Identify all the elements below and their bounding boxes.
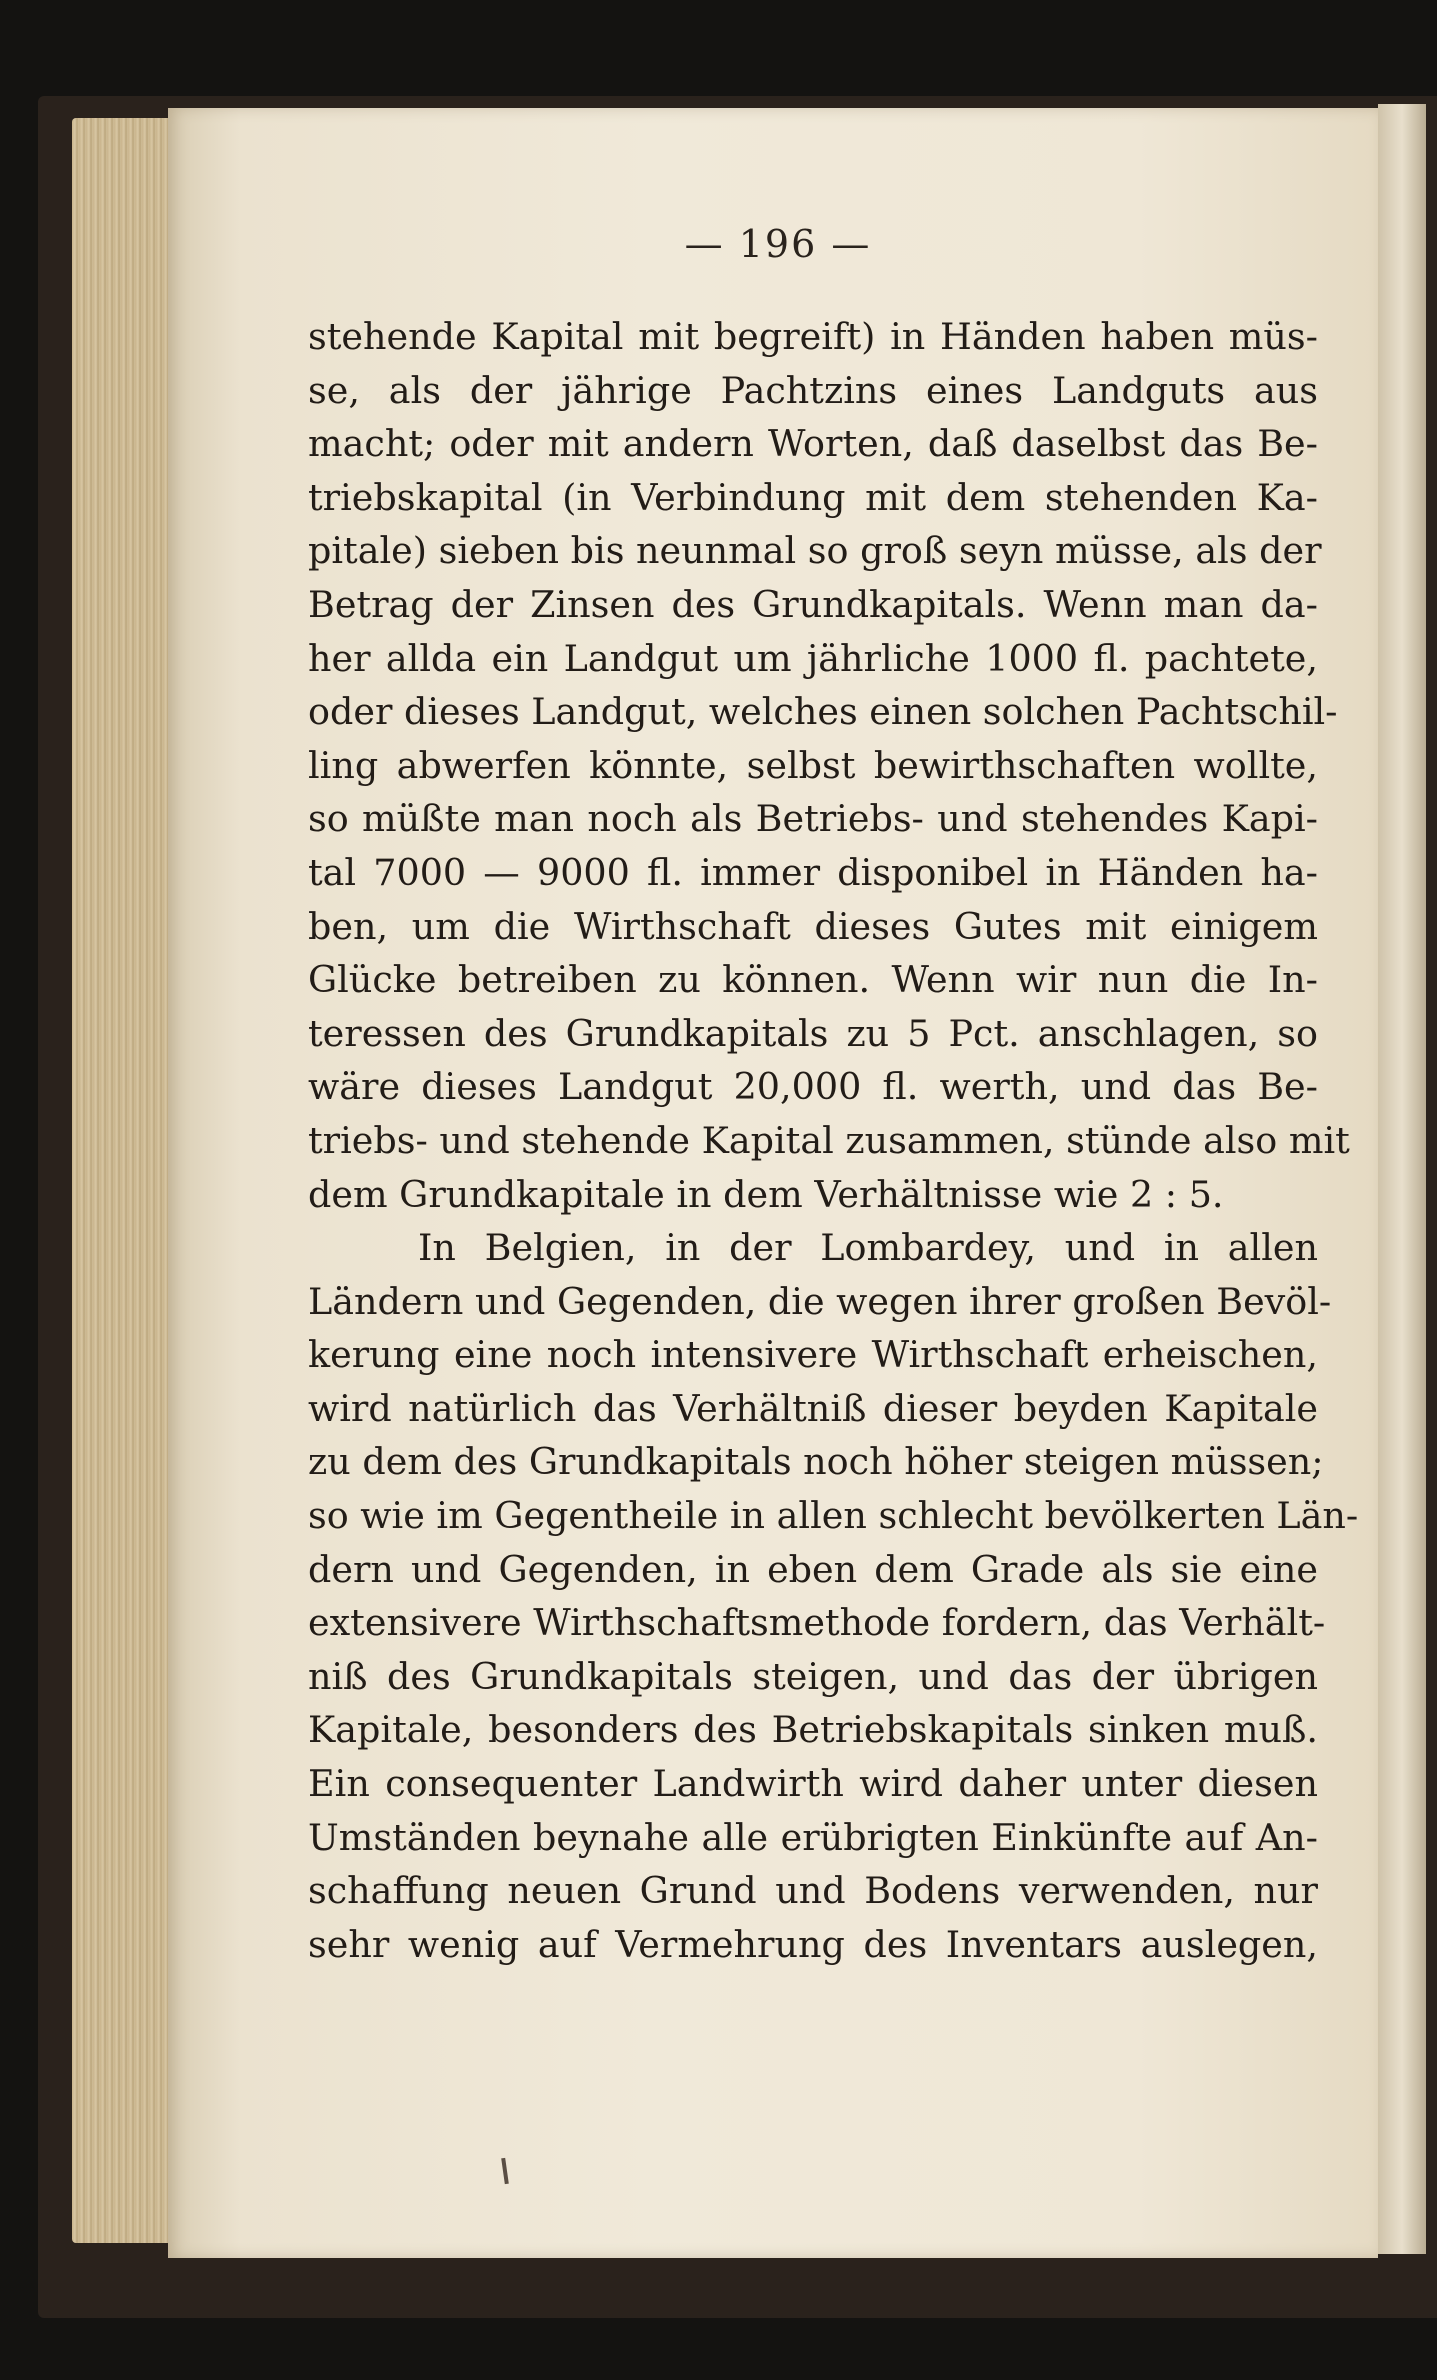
text-line: zu dem des Grundkapitals noch höher steigen müssen; xyxy=(308,1440,1324,1484)
text-line: so wie im Gegentheile in allen schlecht bevölkerten Län- xyxy=(308,1494,1359,1538)
text-line: Betrag der Zinsen des Grundkapitals. Wenn man da- xyxy=(308,582,1318,626)
text-line: dern und Gegenden, in eben dem Grade als sie eine xyxy=(308,1547,1318,1591)
text-line: her allda ein Landgut um jährliche 1000 fl. pachtete, xyxy=(308,636,1318,680)
text-line: Ein consequenter Landwirth wird daher unter diesen xyxy=(308,1762,1318,1806)
text-line: kerung eine noch intensivere Wirthschaft erheischen, xyxy=(308,1333,1318,1377)
text-line: wäre dieses Landgut 20,000 fl. werth, und das Be- xyxy=(308,1065,1318,1109)
text-line: dem Grundkapitale in dem Verhältnisse wie 2 : 5. xyxy=(308,1172,1224,1216)
text-line: ben, um die Wirthschaft dieses Gutes mit einigem xyxy=(308,904,1318,948)
text-line: ling abwerfen könnte, selbst bewirthschaften wollte, xyxy=(308,743,1318,787)
text-line: Umständen beynahe alle erübrigten Einkünfte auf An- xyxy=(308,1815,1318,1859)
text-line: macht; oder mit andern Worten, daß daselbst das Be- xyxy=(308,422,1318,466)
text-line: so müßte man noch als Betriebs- und stehendes Kapi- xyxy=(308,797,1318,841)
text-line: Ländern und Gegenden, die wegen ihrer großen Bevöl- xyxy=(308,1279,1332,1323)
text-line: extensivere Wirthschaftsmethode fordern, das Verhält- xyxy=(308,1601,1326,1645)
text-line: pitale) sieben bis neunmal so groß seyn müsse, als der xyxy=(308,529,1322,573)
text-line: se, als der jährige Pachtzins eines Landguts aus xyxy=(308,368,1318,412)
text-line: oder dieses Landgut, welches einen solchen Pachtschil- xyxy=(308,690,1338,734)
page-number: — 196 — xyxy=(684,222,872,266)
text-line: Kapitale, besonders des Betriebskapitals sinken muß. xyxy=(308,1708,1318,1752)
text-line: tal 7000 — 9000 fl. immer disponibel in Händen ha- xyxy=(308,850,1318,894)
page-text xyxy=(308,310,1359,1971)
text-line: stehende Kapital mit begreift) in Händen haben müs- xyxy=(308,315,1318,358)
text-line: triebs- und stehende Kapital zusammen, stünde also mit xyxy=(308,1118,1350,1162)
text-line: sehr wenig auf Vermehrung des Inventars auslegen, xyxy=(308,1922,1318,1966)
text-line: schaffung neuen Grund und Bodens verwenden, nur xyxy=(308,1869,1318,1913)
text-line: wird natürlich das Verhältniß dieser beyden Kapitale xyxy=(308,1386,1318,1430)
text-line: In Belgien, in der Lombardey, und in allen xyxy=(418,1226,1318,1270)
facing-page-edge xyxy=(1378,104,1426,2254)
text-line: teressen des Grundkapitals zu 5 Pct. anschlagen, so xyxy=(308,1011,1318,1055)
text-line: triebskapital (in Verbindung mit dem stehenden Ka- xyxy=(308,475,1318,519)
text-line: niß des Grundkapitals steigen, und das der übrigen xyxy=(308,1654,1318,1698)
text-line: Glücke betreiben zu können. Wenn wir nun die In- xyxy=(308,958,1318,1002)
